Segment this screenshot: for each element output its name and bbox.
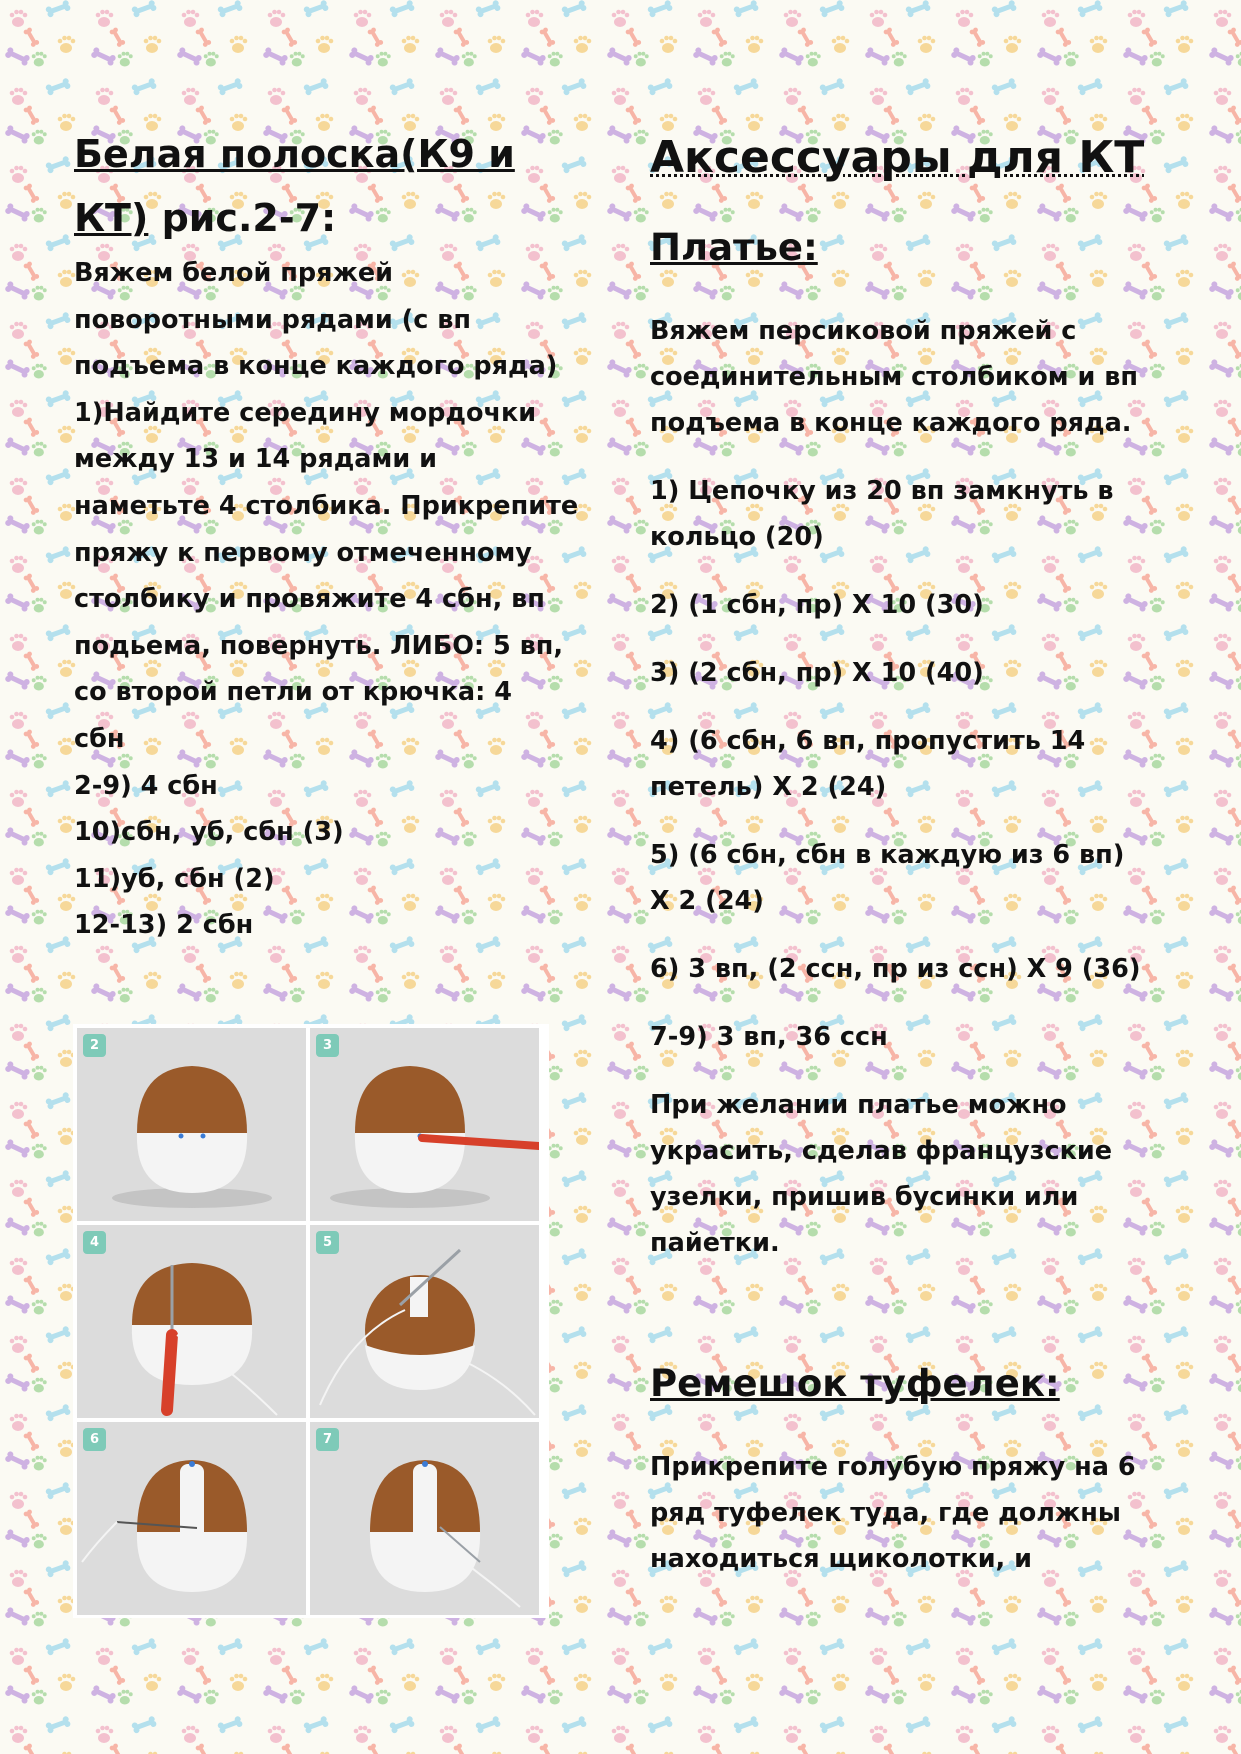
step-badge: 3 bbox=[316, 1034, 339, 1057]
heading-line2-underlined: КТ) bbox=[74, 196, 149, 240]
step-badge: 7 bbox=[316, 1428, 339, 1451]
crochet-head-stripe-image bbox=[77, 1422, 306, 1615]
dress-note: При желании платье можно украсить, сделав французские узелки, пришив бусинки или пайетки. bbox=[650, 1090, 1113, 1258]
step-badge: 2 bbox=[83, 1034, 106, 1057]
photo-collage bbox=[73, 1024, 549, 1618]
crochet-head-side-image bbox=[310, 1225, 539, 1418]
step-photo-6 bbox=[77, 1422, 306, 1615]
step-photo-2 bbox=[77, 1028, 306, 1221]
heading-line2-rest: рис.2-7: bbox=[148, 196, 337, 240]
heading-line1: Белая полоска(К9 и bbox=[74, 132, 515, 176]
step-photo-4 bbox=[77, 1225, 306, 1418]
dress-intro: Вяжем персиковой пряжей с соединительным столбиком и вп подъема в конце каждого ряда. bbox=[650, 316, 1138, 438]
dress-row: 6) 3 вп, (2 ссн, пр из ссн) Х 9 (36) bbox=[650, 954, 1141, 984]
strap-text: Прикрепите голубую пряжу на 6 ряд туфелек туда, где должны находиться щиколотки, и bbox=[650, 1452, 1136, 1574]
crochet-head-image bbox=[77, 1028, 306, 1221]
crochet-head-with-hook-image bbox=[310, 1028, 539, 1221]
dress-row: 2) (1 сбн, пр) Х 10 (30) bbox=[650, 590, 984, 620]
crochet-head-hook-front-image bbox=[77, 1225, 306, 1418]
step-badge: 5 bbox=[316, 1231, 339, 1254]
dress-row: 4) (6 сбн, 6 вп, пропустить 14 петель) Х 2 (24) bbox=[650, 726, 1086, 802]
accessories-title: Аксессуары для КТ bbox=[650, 132, 1145, 183]
step-badge: 4 bbox=[83, 1231, 106, 1254]
step-photo-3 bbox=[310, 1028, 539, 1221]
dress-row: 1) Цепочку из 20 вп замкнуть в кольцо (20) bbox=[650, 476, 1114, 552]
dress-row: 3) (2 сбн, пр) Х 10 (40) bbox=[650, 658, 984, 688]
left-column bbox=[74, 122, 594, 949]
section-heading-white-stripe bbox=[74, 122, 594, 250]
dress-heading: Платье: bbox=[650, 226, 818, 269]
dress-row: 7-9) 3 вп, 36 ссн bbox=[650, 1022, 888, 1052]
strap-heading: Ремешок туфелек: bbox=[650, 1362, 1060, 1405]
white-stripe-instructions: Вяжем белой пряжей поворотными рядами (с вп подъема в конце каждого ряда) 1)Найдите середину мордочки между 13 и 14 рядами и наметьте 4 столбика. Прикрепите пряжу к первому отмеченному столбику и провяжите 4 сбн, вп подьема, повернуть. ЛИБО: 5 вп, со второй петли от крючка: 4 сбн 2-9) 4 сбн 10)сбн, уб, сбн (3) 11)уб, сбн (2) 12-13) 2 сбн bbox=[74, 258, 579, 941]
step-badge: 6 bbox=[83, 1428, 106, 1451]
crochet-head-stripe-finished-image bbox=[310, 1422, 539, 1615]
right-column bbox=[650, 122, 1150, 1582]
step-photo-7 bbox=[310, 1422, 539, 1615]
step-photo-5 bbox=[310, 1225, 539, 1418]
dress-row: 5) (6 сбн, сбн в каждую из 6 вп) Х 2 (24) bbox=[650, 840, 1125, 916]
